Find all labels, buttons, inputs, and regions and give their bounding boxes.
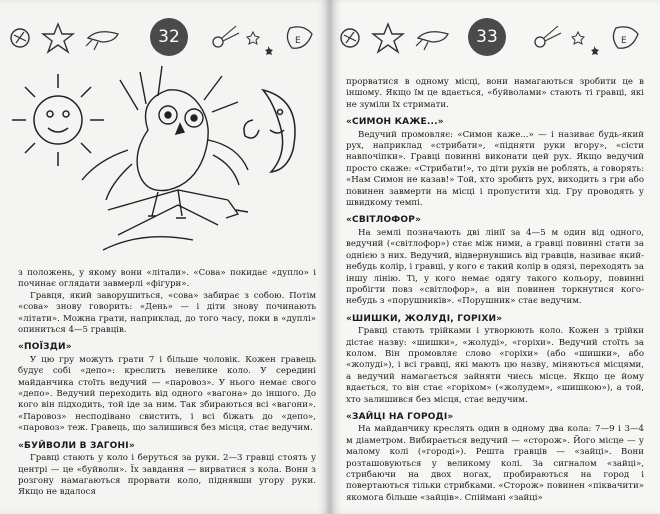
section-title: «ШИШКИ, ЖОЛУДІ, ГОРІХИ» — [346, 313, 503, 324]
section-title: «ПОЇЗДИ» — [18, 342, 72, 353]
right-page — [330, 0, 660, 514]
page-number-badge: 32 — [150, 18, 188, 56]
section-text: Ведучий промовляє: «Симон каже...» — і називає будь-який рух, наприклад «стрибати», «підняти руки вгору», «сісти навпочіпки». Гравці повинні виконати цей рух. Якщо ведучий просто скаже: «Стрибати!», то діти рухів не роблять, а говорять: «Нам Симон не казав!» Той, хто зробить рух, виходить з гри або повинен завмерти на місці і пропустити хід. Гру проводять у швидкому темпі. — [346, 129, 644, 209]
page-number-badge: 33 — [468, 18, 506, 56]
page-header — [330, 18, 660, 58]
section-text: На майданчику креслять один в одному два кола: 7—9 і 3—4 м діаметром. Вибирається ведучий — «сторож». Його місце — у малому колі («городі»). Решта гравців — «зайці». Вони розташовуються у великому колі. За сигналом «зайці», стрибаючи на двох ногах, пробираються на город і повертаються тільки стрибками. «Сторож» повинен «піквачити» якомога більше «зайців». Спіймані «зайці» — [346, 424, 644, 503]
section-text: Гравці стають у коло і беруться за руки. 2—3 гравці стоять у центрі — це «буйволи». Їх завдання — вирватися з кола. Вони з розгону намагаються прорвати коло, піднявши угору руки. Якщо не вдалося — [18, 453, 316, 498]
section-text: На землі позначають дві лінії за 4—5 м один від одного, ведучий («світлофор») стає між ними, а гравці повинні стати за однією з них. Ведучий, відвернувшись від гравців, називає який-небудь колір, і гравці, у кого є такий колір в одязі, переходять за іншу лінію. Ті, у кого немає одягу такого кольору, повинні пробігти повз «світлофор», а він повинен торкнутися кого-небудь з «порушників». «Порушник» стає ведучим. — [346, 227, 644, 307]
paragraph: Гравця, який заворушиться, «сова» забирає з собою. Потім «сова» знову говорить: «День» — і діти знову починають «літати». Можна грати, наприклад, до того часу, поки в «дуплі» опиниться 4—5 гравців. — [18, 290, 316, 336]
header-doodles-icon — [8, 18, 128, 58]
header-comets-icon — [520, 18, 652, 58]
section-text: У цю гру можуть грати 7 і більше чоловік. Кожен гравець будує собі «депо»: креслить невелике коло. У середині майданчика стоїть ведучий — «паровоз». У нього немає свого «депо». Ведучий переходить від одного «вагона» до іншого. До кого він підходить, той іде за ним. Так збираються всі «вагони». «Паровоз» несподівано свистить, і всі біжать до «депо», «паровоз» теж. Гравець, що залишився без місця, стає ведучим. — [18, 354, 316, 434]
paragraph: прорватися в одному місці, вони намагаються зробити це в іншому. Якщо їм це вдається, «буйволами» стають ті гравці, які не зуміли їх стримати. — [346, 77, 644, 110]
section-text: Гравці стають трійками і утворюють коло. Кожен з трійки дістає назву: «шишки», «жолуді», «горіхи». Ведучий стоїть за колом. Він промовляє слово «горіхи» (або «шишки», або «жолуді»), і всі гравці, які мають цю назву, міняються місцями, а ведучий намагається зайняти чиєсь місце. Якщо це йому вдається, то він стає «горіхом» («жолудем», «шишкою»), а той, хто залишився без місця, стає ведучим. — [346, 326, 644, 405]
section-title: «БУЙВОЛИ В ЗАГОНІ» — [18, 440, 135, 451]
left-page-text — [18, 268, 316, 499]
header-doodles-icon — [338, 18, 458, 58]
header-comets-icon — [198, 18, 323, 58]
svg-text:E: E — [621, 36, 627, 46]
sun-icon — [12, 74, 104, 166]
svg-text:E: E — [295, 36, 301, 46]
right-page-text — [346, 77, 644, 504]
section-title: «ЗАЙЦІ НА ГОРОДІ» — [346, 411, 454, 422]
page-header — [0, 18, 330, 58]
owl-sun-moon-illustration — [8, 60, 318, 265]
moon-icon — [244, 90, 295, 172]
section-title: «СИМОН КАЖЕ...» — [346, 117, 444, 128]
paragraph: з положень, у якому вони «літали». «Сова» покидає «дупло» і починає оглядати завмерлі «фігури». — [18, 268, 316, 290]
section-title: «СВІТЛОФОР» — [346, 215, 422, 226]
owl-icon — [82, 66, 248, 250]
